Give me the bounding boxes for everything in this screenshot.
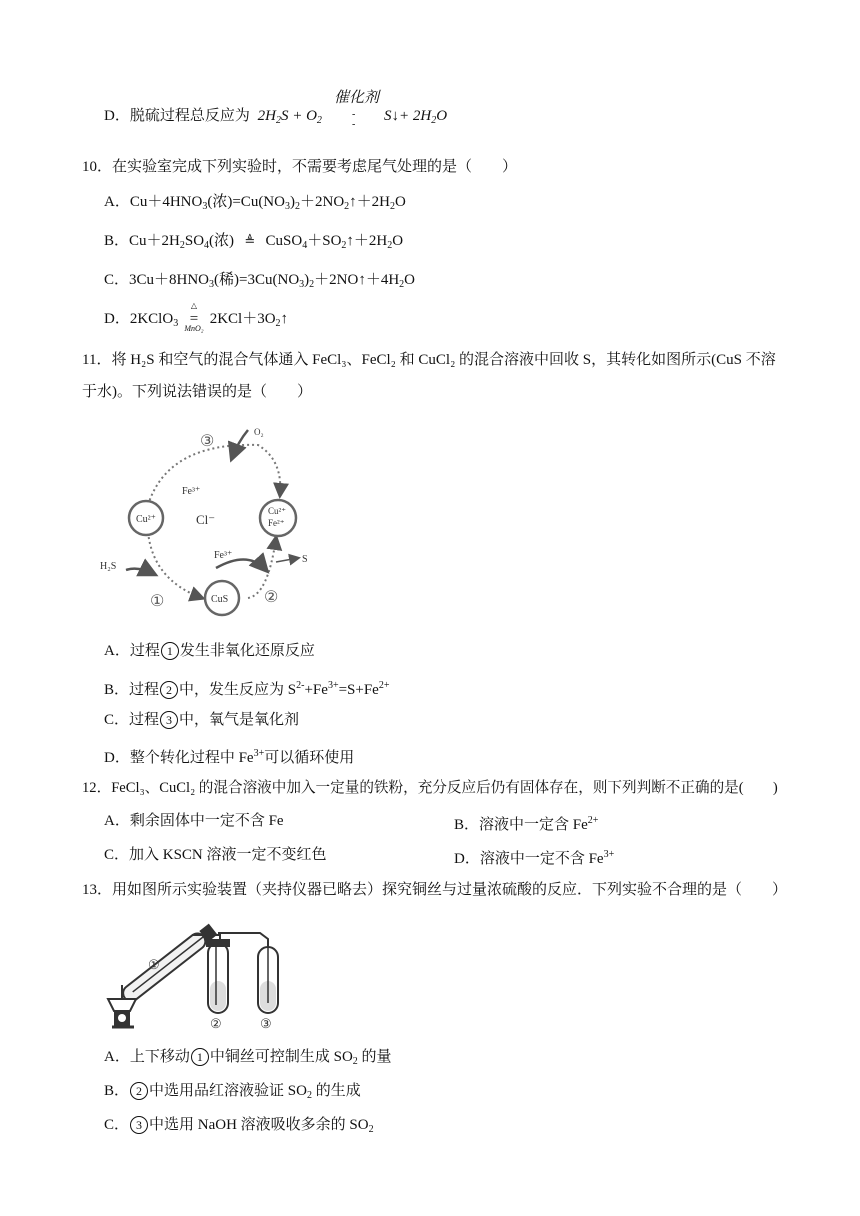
circled-number: 3 <box>130 1116 148 1134</box>
option-text: 脱硫过程总反应为 <box>129 108 250 124</box>
step-3-label: ③ <box>200 433 215 450</box>
circled-number: 2 <box>130 1082 148 1100</box>
q10-option-b: B．$Cu+2H_2SO_4$(浓) ≜ $CuSO_4+SO_2↑+2H_2O$ <box>104 233 404 251</box>
question-13-stem: 13．用如图所示实验装置（夹持仪器已略去）探究铜丝与过量浓硫酸的反应．下列实验不合理的是（ ） <box>82 882 788 898</box>
q12-option-c: C．加入 KSCN 溶液一定不变红色 <box>104 847 327 863</box>
step-2-label: ② <box>264 589 279 606</box>
fe2-right-label: Fe²⁺ <box>268 518 285 528</box>
chloride-label: Cl⁻ <box>196 512 216 527</box>
apparatus-label-2: ② <box>210 1016 222 1031</box>
apparatus-label-3: ③ <box>260 1016 272 1031</box>
apparatus-diagram <box>100 915 300 1035</box>
q10-option-a: A．$Cu+4HNO_3$(浓)$=Cu(NO_3)_2+2NO_2↑+2H_2O$ <box>104 194 406 212</box>
apparatus-label-1: ① <box>148 957 160 972</box>
equilibrium-mark: - - <box>352 109 356 130</box>
q10-option-c: C．$3Cu+8HNO_3$(稀)$=3Cu(NO_3)_2+2NO↑+4H_2O$ <box>104 272 415 290</box>
circled-number: 3 <box>160 711 178 729</box>
circled-number: 2 <box>160 681 178 699</box>
cu2-right-label: Cu²⁺ <box>268 506 286 516</box>
q12-option-d: D．溶液中一定不含 $Fe^{3+}$ <box>454 849 615 867</box>
q11-option-c: C．过程 3 中，氧气是氧化剂 <box>104 712 300 728</box>
equation-rhs: S↓+ $2H_2O$ <box>384 108 448 126</box>
equation-lhs: $2H_2S + O_2$ <box>257 108 322 126</box>
q11-option-a: A．过程 1 发生非氧化还原反应 <box>104 643 315 659</box>
cu2-left-label: Cu²⁺ <box>136 514 156 525</box>
heat-condition: ≜ <box>244 233 256 248</box>
o2-label: O₂ <box>254 427 264 437</box>
conversion-cycle-diagram <box>98 420 338 620</box>
question-10-stem: 10．在实验室完成下列实验时，不需要考虑尾气处理的是（ ） <box>82 159 518 175</box>
q11-option-b: B．过程 2 中，发生反应为 $S^{2-}+Fe^{3+}=S+Fe^{2+}$ <box>104 680 390 698</box>
question-11-stem-line1: 11．将 H₂S 和空气的混合气体通入 FeCl₃、FeCl₂ 和 CuCl₂ 的混合溶液中回收 S，其转化如图所示(CuS 不溶 <box>82 352 776 368</box>
option-label: D． <box>104 108 130 124</box>
sulfur-label: S <box>302 554 308 565</box>
reaction-condition: △ = MnO₂ <box>184 300 204 333</box>
h2s-label: H₂S <box>100 561 117 572</box>
circled-number: 1 <box>161 642 179 660</box>
fe3-top-label: Fe³⁺ <box>182 486 201 497</box>
q10-option-d: D．2KClO$_3$ △ = MnO₂ $2KCl+3O_2↑$ <box>104 300 289 333</box>
q12-option-a: A．剩余固体中一定不含 Fe <box>104 813 284 829</box>
circled-number: 1 <box>191 1048 209 1066</box>
step-1-label: ① <box>150 593 165 610</box>
catalyst-label: 催化剂 <box>334 90 380 106</box>
question-11-stem-line2: 于水)。下列说法错误的是（ ） <box>82 384 312 400</box>
q12-option-b: B．溶液中一定含 $Fe^{2+}$ <box>454 815 599 833</box>
q13-option-c: C． 3 中选用 NaOH 溶液吸收多余的 $SO_2$ <box>104 1117 374 1135</box>
question-12-stem: 12．FeCl₃、CuCl₂ 的混合溶液中加入一定量的铁粉，充分反应后仍有固体存在，则下列判断不正确的是( ) <box>82 780 778 796</box>
q13-option-b: B． 2 中选用品红溶液验证 $SO_2$ 的生成 <box>104 1083 361 1101</box>
q13-option-a: A．上下移动 1 中铜丝可控制生成 $SO_2$ 的量 <box>104 1049 392 1067</box>
q11-option-d: D．整个转化过程中 $Fe^{3+}$可以循环使用 <box>104 748 355 766</box>
q9-option-d <box>104 106 322 131</box>
cus-label: CuS <box>211 594 229 605</box>
fe3-mid-label: Fe³⁺ <box>214 550 233 561</box>
